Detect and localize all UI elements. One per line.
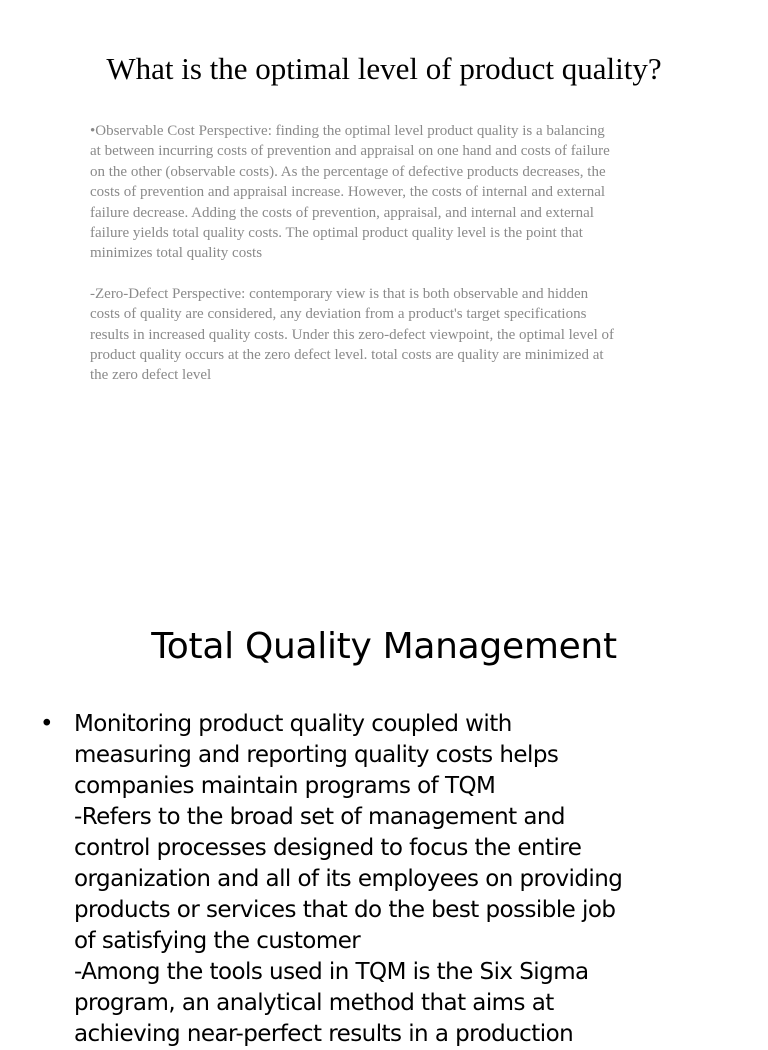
- slide-title: What is the optimal level of product quality?: [106, 51, 662, 86]
- bullet-line: of satisfying the customer: [74, 928, 361, 954]
- observable-cost-paragraph: •Observable Cost Perspective: finding the optimal level product quality is a balancing at between incurring costs of prevention and appraisal on one hand and costs of failure on the other (observable costs). As the percentage of defective products decreases, the costs of prevention and appraisal increase. However, the costs of internal and external failure decrease. Adding the costs of prevention, appraisal, and internal and external failure yields total quality costs. The optimal product quality level is the point that minimizes total quality costs: [90, 123, 610, 262]
- slide-title: Total Quality Management: [151, 626, 617, 667]
- slide-body: [40, 709, 740, 1050]
- bullet-line: products or services that do the best possible job: [74, 897, 616, 923]
- bullet-dot: •: [40, 711, 54, 737]
- bullet-line: achieving near-perfect results in a production: [74, 1021, 574, 1047]
- bullet-line: measuring and reporting quality costs helps: [74, 742, 559, 768]
- bullet-line: companies maintain programs of TQM: [74, 773, 496, 799]
- bullet-line: control processes designed to focus the entire: [74, 835, 582, 861]
- bullet-line: -Among the tools used in TQM is the Six Sigma: [74, 959, 589, 985]
- slide-body: [90, 121, 618, 386]
- bullet-line: program, an analytical method that aims at: [74, 990, 554, 1016]
- bullet-item: [40, 709, 740, 1050]
- bullet-line: -Refers to the broad set of management and: [74, 804, 565, 830]
- zero-defect-paragraph: -Zero-Defect Perspective: contemporary view is that is both observable and hidden costs of quality are considered, any deviation from a product's target specifications results in increased quality costs. Under this zero-defect viewpoint, the optimal level of product quality occurs at the zero defect level. total costs are quality are minimized at the zero defect level: [90, 285, 615, 384]
- bullet-line: Monitoring product quality coupled with: [74, 711, 512, 737]
- bullet-line: organization and all of its employees on providing: [74, 866, 623, 892]
- bullet-text: [74, 709, 622, 1050]
- slide-tqm: [0, 576, 768, 1047]
